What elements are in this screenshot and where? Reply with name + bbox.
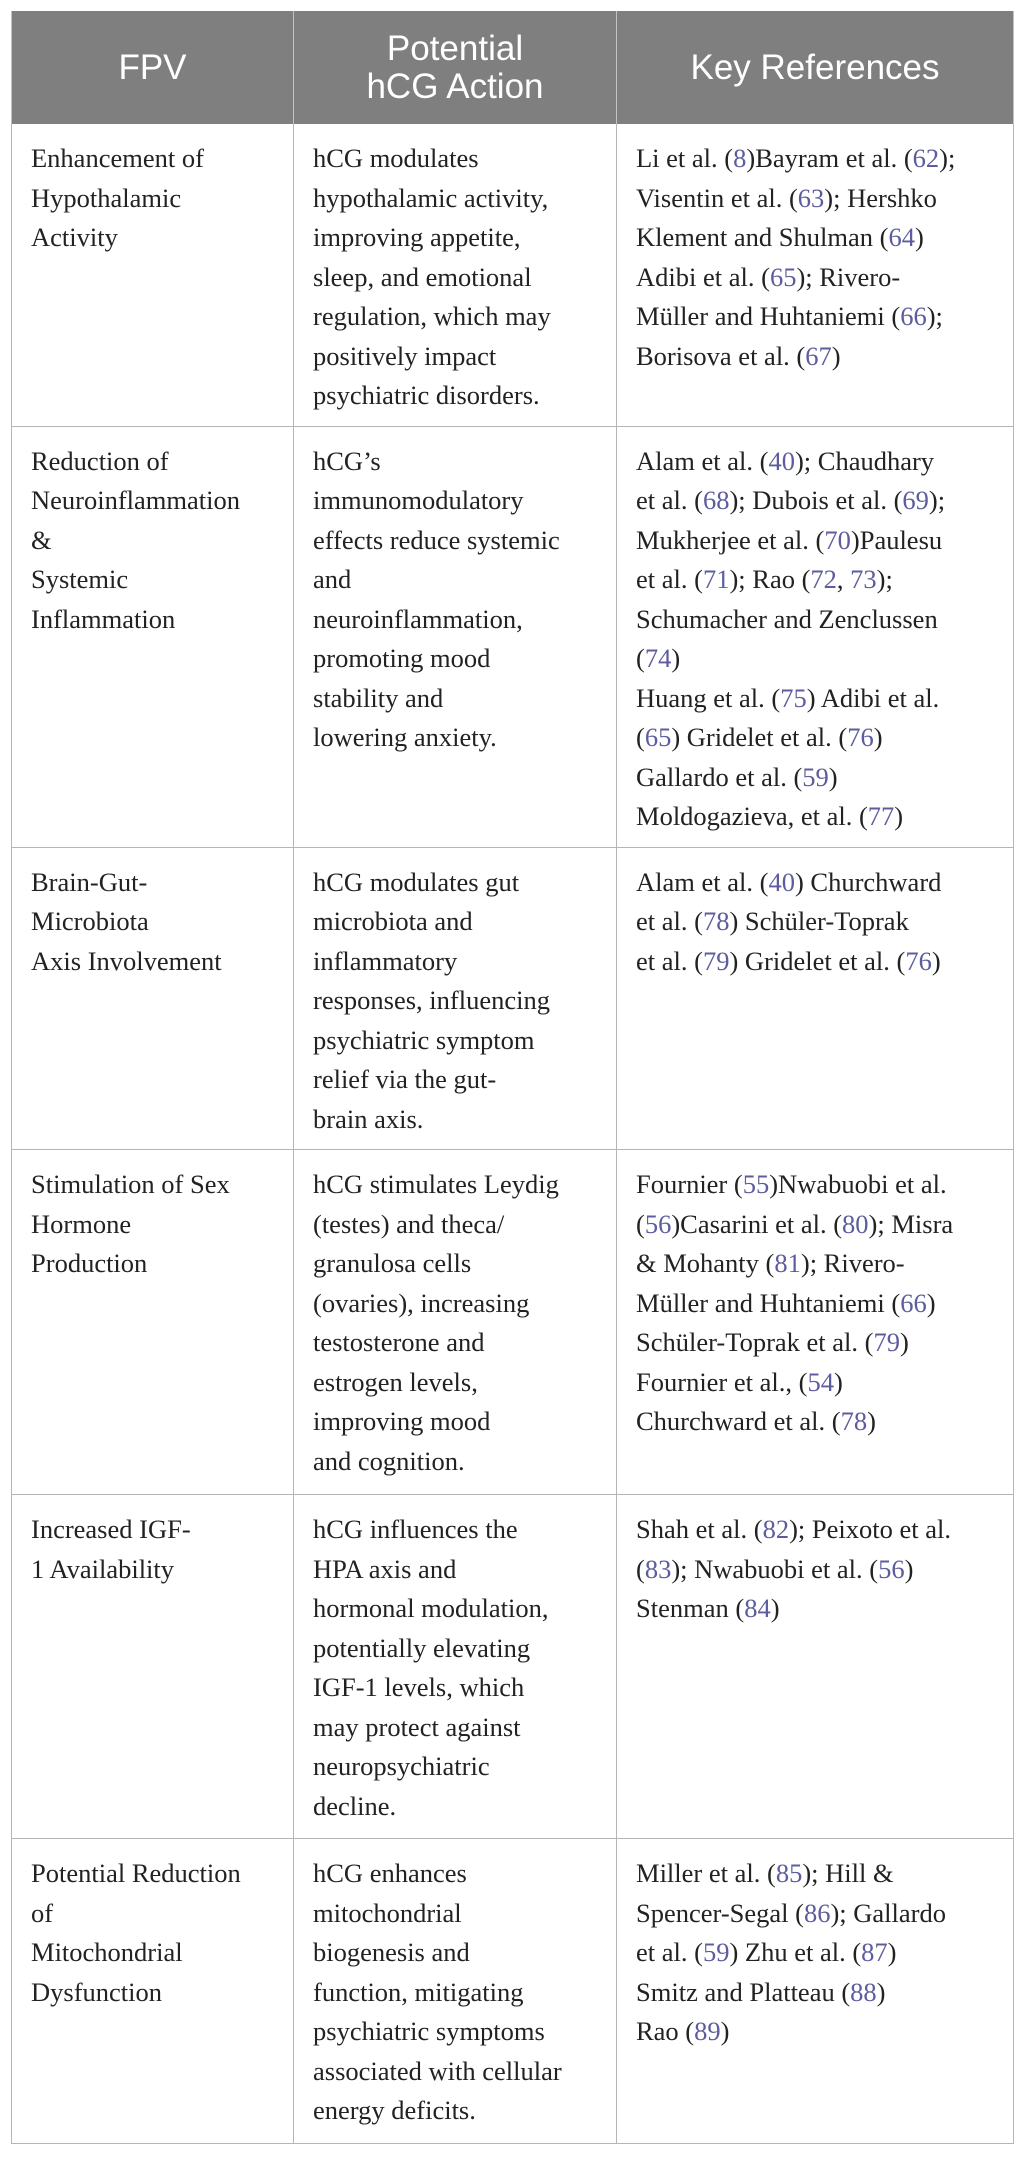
citation-link[interactable]: 62 [912,143,940,173]
reference-line [636,679,1003,719]
reference-text: Miller et al. ( [636,1858,776,1888]
citation-link[interactable]: 65 [644,722,672,752]
citation-link[interactable]: 73 [850,564,877,594]
reference-text: et al. ( [636,1937,703,1967]
reference-text: ) [867,1406,876,1436]
table-row [12,426,1014,847]
reference-text: ) [671,643,681,673]
hcg-action-cell: hCG stimulates Leydig (testes) and theca/ granulosa cells (ovaries), increasing testosterone and estrogen levels, improving mood and cognition. [294,1150,617,1495]
citation-link[interactable]: 63 [797,182,825,213]
table-body [12,124,1014,2144]
reference-line [636,1284,1003,1324]
hcg-action-table [11,11,1014,2144]
citation-link[interactable]: 40 [768,866,795,897]
reference-text: & Mohanty ( [636,1248,775,1278]
citation-link[interactable]: 59 [802,761,829,792]
citation-link[interactable]: 55 [742,1169,770,1199]
key-references-cell [617,847,1014,1150]
reference-text: ); Dubois et al. ( [729,485,903,515]
reference-line [636,1363,1003,1403]
citation-link[interactable]: 78 [840,1406,868,1436]
citation-link[interactable]: 56 [878,1553,905,1584]
reference-text: ) Zhu et al. ( [729,1937,862,1967]
reference-line [636,1323,1003,1363]
citation-link[interactable]: 67 [805,340,832,371]
reference-text: Spencer-Segal ( [636,1897,804,1928]
reference-text: Li et al. ( [636,143,734,173]
reference-text: Shah et al. ( [636,1514,763,1544]
reference-line [636,1165,1003,1205]
key-references-cell [617,1150,1014,1495]
reference-text: Stenman ( [636,1593,745,1623]
reference-text: ) Churchward [794,866,942,897]
citation-link[interactable]: 76 [847,722,874,752]
citation-link[interactable]: 69 [902,485,929,515]
reference-text: ); Rao ( [729,564,811,594]
key-references-cell [617,1495,1014,1839]
reference-text: ) Schüler-Toprak [729,906,909,936]
hcg-action-cell: hCG modulates gut microbiota and inflammatory responses, influencing psychiatric symptom relief via the gut- brain axis. [294,847,617,1150]
reference-text: ); Hershko [824,182,937,213]
reference-text: ) [887,1937,897,1967]
citation-link[interactable]: 77 [867,801,895,831]
reference-line [636,139,1003,179]
reference-text: Mukherjee et al. ( [636,524,825,555]
reference-text: ); Hill & [802,1858,894,1888]
reference-text: ) [894,801,904,831]
table-row [12,1495,1014,1839]
fpv-cell: Brain-Gut- Microbiota Axis Involvement [12,847,294,1150]
reference-text: Fournier et al., ( [636,1366,808,1397]
citation-link[interactable]: 59 [702,1937,730,1967]
reference-line [636,560,1003,600]
citation-link[interactable]: 70 [824,524,851,555]
reference-line [636,758,1003,798]
citation-link[interactable]: 85 [775,1858,803,1888]
fpv-cell: Enhancement of Hypothalamic Activity [12,124,294,426]
reference-line [636,942,1003,982]
reference-text: ); Peixoto et al. [789,1514,951,1544]
reference-text: ) [914,222,924,252]
reference-text: ); Nwabuobi et al. ( [671,1553,879,1584]
hcg-action-cell: hCG’s immunomodulatory effects reduce systemic and neuroinflammation, promoting mood stability and lowering anxiety. [294,426,617,847]
reference-line [636,1894,1003,1934]
citation-link[interactable]: 68 [702,485,730,515]
reference-line [636,797,1003,837]
reference-text: ) Gridelet et al. ( [671,722,848,752]
reference-line [636,297,1003,337]
reference-text: Rao ( [636,2016,695,2046]
reference-text: Schüler-Toprak et al. ( [636,1327,874,1357]
reference-line [636,337,1003,377]
citation-link[interactable]: 64 [888,222,915,252]
reference-text: ); Misra [868,1208,954,1239]
reference-text: ) [931,945,941,976]
citation-link[interactable]: 76 [905,945,932,976]
citation-link[interactable]: 66 [900,1287,927,1318]
citation-link[interactable]: 72 [810,564,837,594]
reference-text: )Casarini et al. ( [671,1208,843,1239]
reference-text: ) [770,1593,780,1623]
reference-line [636,481,1003,521]
hcg-action-cell: hCG modulates hypothalamic activity, improving appetite, sleep, and emotional regulation, which may positively impact psychiatric disorders. [294,124,617,426]
fpv-cell: Stimulation of Sex Hormone Production [12,1150,294,1495]
reference-text: )Paulesu [850,524,943,555]
reference-text: Huang et al. ( [636,682,781,713]
citation-link[interactable]: 80 [842,1208,869,1239]
reference-text: Smitz and Platteau ( [636,1976,851,2007]
reference-text: Müller and Huhtaniemi ( [636,301,901,331]
fpv-cell: Reduction of Neuroinflammation & Systemic Inflammation [12,426,294,847]
reference-line [636,1402,1003,1442]
reference-text: , [836,564,851,594]
citation-link[interactable]: 40 [768,445,795,476]
reference-line [636,1550,1003,1590]
fpv-cell: Potential Reduction of Mitochondrial Dysfunction [12,1839,294,2144]
reference-text: ) [828,761,838,792]
reference-text: ( [636,643,645,673]
reference-text: ( [636,1208,645,1239]
citation-link[interactable]: 75 [780,682,807,713]
citation-link[interactable]: 82 [762,1514,790,1544]
reference-line [636,1205,1003,1245]
reference-text: Schumacher and Zenclussen [636,603,938,634]
citation-link[interactable]: 78 [702,906,730,936]
citation-link[interactable]: 54 [807,1366,834,1397]
reference-text: ) Adibi et al. [806,682,940,713]
citation-link[interactable]: 81 [774,1248,801,1278]
reference-text: ) [904,1553,914,1584]
reference-text: ); [926,301,943,331]
reference-text: ) [876,1976,886,2007]
reference-line [636,218,1003,258]
reference-text: Müller and Huhtaniemi ( [636,1287,901,1318]
header-row [12,11,1014,124]
reference-text: Churchward et al. ( [636,1406,841,1436]
reference-text: ); Gallardo [830,1897,946,1928]
citation-link[interactable]: 79 [873,1327,900,1357]
key-references-cell [617,426,1014,847]
table-row [12,1839,1014,2144]
citation-link[interactable]: 84 [744,1593,771,1623]
reference-line [636,179,1003,219]
citation-link[interactable]: 66 [900,301,927,331]
reference-text: ) [926,1287,936,1318]
reference-line [636,521,1003,561]
reference-text: Klement and Shulman ( [636,222,889,252]
reference-text: )Bayram et al. ( [746,143,913,173]
reference-text: ) [720,2016,730,2046]
reference-text: Visentin et al. ( [636,182,798,213]
key-references-cell [617,1839,1014,2144]
reference-line [636,902,1003,942]
reference-line [636,1973,1003,2013]
reference-line [636,863,1003,903]
citation-link[interactable]: 86 [803,1897,831,1928]
reference-text: ); [876,564,893,594]
reference-text: ) [873,722,883,752]
reference-line [636,1244,1003,1284]
reference-text: )Nwabuobi et al. [769,1169,947,1199]
reference-text: ); Chaudhary [794,445,935,476]
citation-link[interactable]: 79 [702,945,730,976]
reference-line [636,1854,1003,1894]
reference-text: et al. ( [636,485,703,515]
reference-text: Gallardo et al. ( [636,761,803,792]
reference-line [636,718,1003,758]
header-label: FPV [118,47,187,87]
reference-text: ( [636,1553,645,1584]
header-label: Key References [690,47,940,87]
citation-link[interactable]: 83 [644,1553,672,1584]
reference-text: Borisova et al. ( [636,340,806,371]
column-header-potential-hcg-action [294,11,617,124]
table-row [12,1150,1014,1495]
reference-text: et al. ( [636,564,703,594]
reference-text: ) [833,1366,843,1397]
citation-link[interactable]: 8 [733,143,747,173]
reference-text: Alam et al. ( [636,445,769,476]
reference-text: Alam et al. ( [636,866,769,897]
citation-link[interactable]: 71 [702,564,730,594]
citation-link[interactable]: 56 [644,1208,672,1239]
reference-text: Moldogazieva, et al. ( [636,801,868,831]
reference-line [636,1933,1003,1973]
fpv-cell: Increased IGF- 1 Availability [12,1495,294,1839]
citation-link[interactable]: 88 [850,1976,877,2007]
column-header-key-references [617,11,1014,124]
reference-line [636,258,1003,298]
reference-line [636,1510,1003,1550]
hcg-action-cell: hCG enhances mitochondrial biogenesis and function, mitigating psychiatric symptoms associated with cellular energy deficits. [294,1839,617,2144]
reference-text: et al. ( [636,906,703,936]
reference-text: ) [831,340,841,371]
reference-text: ) [900,1327,909,1357]
reference-text: ); Rivero- [796,261,901,292]
reference-line [636,1589,1003,1629]
citation-link[interactable]: 65 [769,261,797,292]
reference-line [636,442,1003,482]
reference-text: ) Gridelet et al. ( [729,945,906,976]
citation-link[interactable]: 87 [861,1937,888,1967]
reference-line [636,600,1003,640]
header-label: Potential hCG Action [366,28,544,106]
reference-text: et al. ( [636,945,703,976]
key-references-cell [617,124,1014,426]
citation-link[interactable]: 89 [694,2016,721,2046]
reference-text: ); [939,143,956,173]
reference-text: Fournier ( [636,1169,743,1199]
citation-link[interactable]: 74 [644,643,672,673]
reference-line [636,639,1003,679]
reference-line [636,2012,1003,2052]
hcg-action-cell: hCG influences the HPA axis and hormonal modulation, potentially elevating IGF-1 levels, which may protect against neuropsychiatric decline. [294,1495,617,1839]
table-row [12,124,1014,426]
reference-text: Adibi et al. ( [636,261,770,292]
reference-text: ); [928,485,946,515]
reference-text: ( [636,722,645,752]
table-row [12,847,1014,1150]
reference-text: ); Rivero- [800,1248,905,1278]
column-header-fpv [12,11,294,124]
